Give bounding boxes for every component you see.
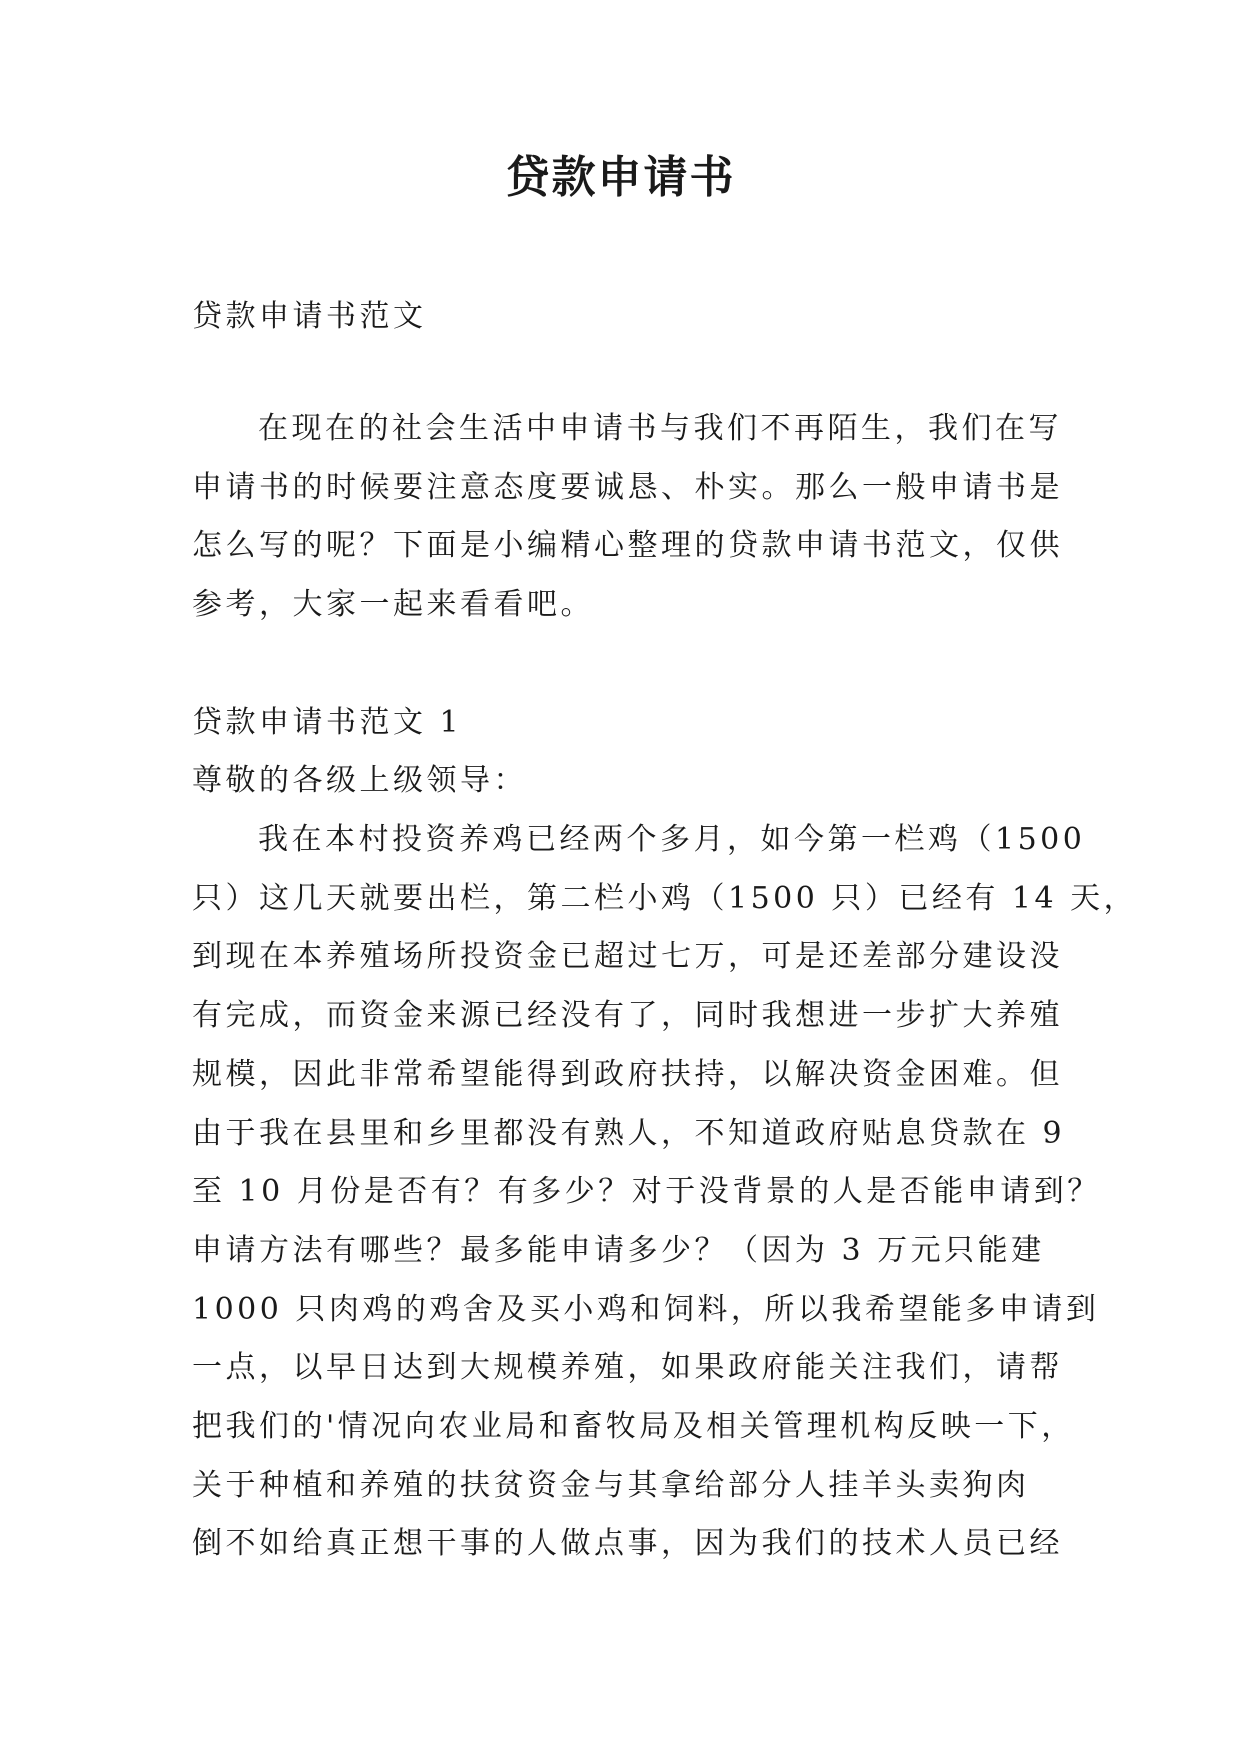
body-line: 关于种植和养殖的扶贫资金与其拿给部分人挂羊头卖狗肉 bbox=[192, 1467, 1030, 1503]
body-line: 我在本村投资养鸡已经两个多月，如今第一栏鸡（1500 bbox=[258, 822, 1086, 857]
body-line: 至 10 月份是否有？有多少？对于没背景的人是否能申请到？ bbox=[192, 1174, 1101, 1210]
intro-line: 怎么写的呢？下面是小编精心整理的贷款申请书范文，仅供 bbox=[192, 528, 1063, 564]
intro-line: 申请书的时候要注意态度要诚恳、朴实。那么一般申请书是 bbox=[192, 469, 1063, 505]
body-line: 倒不如给真正想干事的人做点事，因为我们的技术人员已经 bbox=[192, 1526, 1063, 1562]
intro-paragraph bbox=[192, 400, 1062, 635]
body-line: 只）这几天就要出栏，第二栏小鸡（1500 只）已经有 14 天， bbox=[192, 880, 1138, 916]
intro-line: 在现在的社会生活中申请书与我们不再陌生，我们在写 bbox=[258, 411, 1062, 446]
intro-line: 参考，大家一起来看看吧。 bbox=[192, 587, 594, 623]
body-line: 1000 只肉鸡的鸡舍及买小鸡和饲料，所以我希望能多申请到 bbox=[192, 1291, 1100, 1327]
document-title: 贷款申请书 bbox=[505, 152, 736, 203]
salutation: 尊敬的各级上级领导： bbox=[192, 763, 527, 798]
body-line: 一点，以早日达到大规模养殖，如果政府能关注我们，请帮 bbox=[192, 1350, 1063, 1386]
body-line: 由于我在县里和乡里都没有熟人，不知道政府贴息贷款在 9 bbox=[192, 1115, 1066, 1151]
body-paragraph bbox=[192, 811, 1138, 1574]
section-heading: 贷款申请书范文 1 bbox=[192, 705, 463, 740]
body-line: 规模，因此非常希望能得到政府扶持，以解决资金困难。但 bbox=[192, 1056, 1063, 1092]
body-line: 申请方法有哪些？最多能申请多少？（因为 3 万元只能建 bbox=[192, 1232, 1045, 1268]
body-line: 有完成，而资金来源已经没有了，同时我想进一步扩大养殖 bbox=[192, 998, 1063, 1034]
body-line: 把我们的'情况向农业局和畜牧局及相关管理机构反映一下， bbox=[192, 1409, 1075, 1445]
body-line: 到现在本养殖场所投资金已超过七万，可是还差部分建设没 bbox=[192, 939, 1063, 975]
document-subtitle: 贷款申请书范文 bbox=[192, 299, 427, 334]
